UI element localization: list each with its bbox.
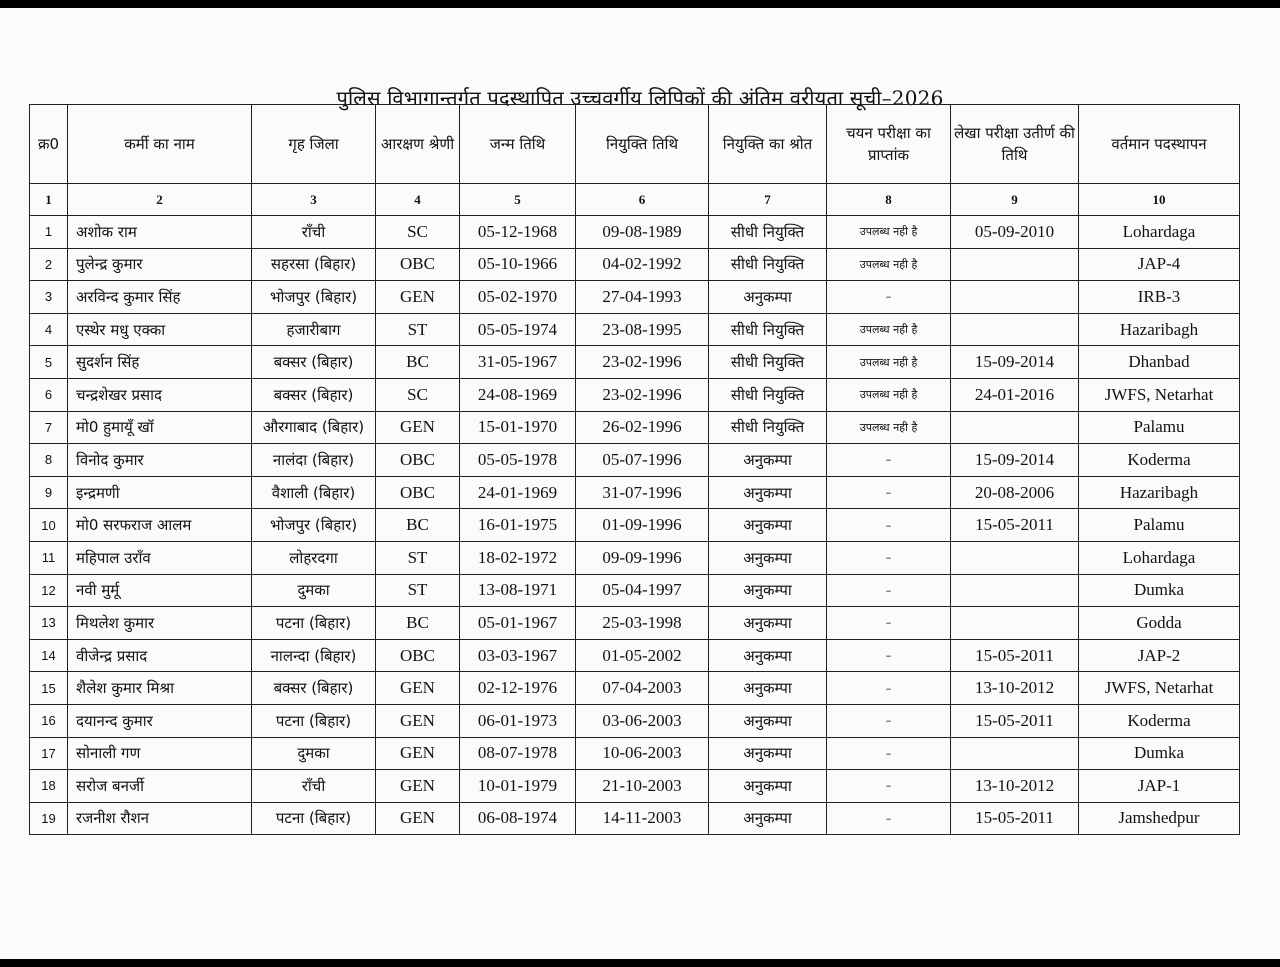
accounts-exam-date-cell <box>951 574 1079 607</box>
appointment-source-cell: अनुकम्पा <box>709 444 827 477</box>
selection-score-cell: – <box>827 444 951 477</box>
selection-score-cell: उपलब्ध नही है <box>827 411 951 444</box>
employee-name-cell: सुदर्शन सिंह <box>68 346 252 379</box>
category-cell: BC <box>376 509 460 542</box>
appointment-source-cell: सीधी नियुक्ति <box>709 346 827 379</box>
serial-cell: 17 <box>30 737 68 770</box>
column-number: 4 <box>376 184 460 216</box>
employee-name-cell: सरोज बनर्जी <box>68 770 252 803</box>
accounts-exam-date-cell: 15-09-2014 <box>951 346 1079 379</box>
current-posting-cell: JWFS, Netarhat <box>1079 672 1240 705</box>
selection-score-cell: – <box>827 541 951 574</box>
column-number: 7 <box>709 184 827 216</box>
category-cell: GEN <box>376 737 460 770</box>
seniority-list-table <box>29 104 1240 835</box>
table-row <box>30 770 1240 803</box>
selection-score-cell: – <box>827 607 951 640</box>
current-posting-cell: JAP-2 <box>1079 639 1240 672</box>
header-employee-name: कर्मी का नाम <box>68 105 252 184</box>
appointment-date-cell: 31-07-1996 <box>576 476 709 509</box>
header-home-district: गृह जिला <box>252 105 376 184</box>
column-number: 8 <box>827 184 951 216</box>
table-row <box>30 216 1240 249</box>
home-district-cell: वैशाली (बिहार) <box>252 476 376 509</box>
appointment-date-cell: 14-11-2003 <box>576 802 709 835</box>
table-row <box>30 444 1240 477</box>
selection-score-cell: – <box>827 737 951 770</box>
home-district-cell: दुमका <box>252 574 376 607</box>
employee-name-cell: एस्थेर मधु एक्का <box>68 313 252 346</box>
appointment-date-cell: 09-09-1996 <box>576 541 709 574</box>
serial-cell: 7 <box>30 411 68 444</box>
category-cell: GEN <box>376 281 460 314</box>
home-district-cell: भोजपुर (बिहार) <box>252 281 376 314</box>
home-district-cell: नालंदा (बिहार) <box>252 444 376 477</box>
appointment-date-cell: 25-03-1998 <box>576 607 709 640</box>
current-posting-cell: Palamu <box>1079 509 1240 542</box>
employee-name-cell: मिथलेश कुमार <box>68 607 252 640</box>
home-district-cell: दुमका <box>252 737 376 770</box>
selection-score-cell: उपलब्ध नही है <box>827 248 951 281</box>
current-posting-cell: Koderma <box>1079 444 1240 477</box>
serial-cell: 12 <box>30 574 68 607</box>
employee-name-cell: वीजेन्द्र प्रसाद <box>68 639 252 672</box>
appointment-date-cell: 05-07-1996 <box>576 444 709 477</box>
appointment-date-cell: 01-09-1996 <box>576 509 709 542</box>
employee-name-cell: महिपाल उराँव <box>68 541 252 574</box>
column-number: 5 <box>460 184 576 216</box>
appointment-date-cell: 23-02-1996 <box>576 346 709 379</box>
appointment-date-cell: 03-06-2003 <box>576 704 709 737</box>
header-accounts-exam-pass-date: लेखा परीक्षा उतीर्ण की तिथि <box>951 105 1079 184</box>
appointment-source-cell: सीधी नियुक्ति <box>709 411 827 444</box>
home-district-cell: राँची <box>252 770 376 803</box>
appointment-date-cell: 01-05-2002 <box>576 639 709 672</box>
home-district-cell: हजारीबाग <box>252 313 376 346</box>
appointment-source-cell: अनुकम्पा <box>709 476 827 509</box>
table-row <box>30 802 1240 835</box>
column-number: 9 <box>951 184 1079 216</box>
birth-date-cell: 05-01-1967 <box>460 607 576 640</box>
table-row <box>30 346 1240 379</box>
header-date-of-birth: जन्म तिथि <box>460 105 576 184</box>
home-district-cell: औरगाबाद (बिहार) <box>252 411 376 444</box>
home-district-cell: नालन्दा (बिहार) <box>252 639 376 672</box>
category-cell: OBC <box>376 476 460 509</box>
appointment-date-cell: 05-04-1997 <box>576 574 709 607</box>
current-posting-cell: Dumka <box>1079 737 1240 770</box>
serial-cell: 11 <box>30 541 68 574</box>
serial-cell: 1 <box>30 216 68 249</box>
appointment-source-cell: अनुकम्पा <box>709 574 827 607</box>
selection-score-cell: – <box>827 704 951 737</box>
home-district-cell: बक्सर (बिहार) <box>252 346 376 379</box>
employee-name-cell: शैलेश कुमार मिश्रा <box>68 672 252 705</box>
current-posting-cell: IRB-3 <box>1079 281 1240 314</box>
birth-date-cell: 05-05-1978 <box>460 444 576 477</box>
category-cell: ST <box>376 541 460 574</box>
table-row <box>30 672 1240 705</box>
current-posting-cell: Lohardaga <box>1079 541 1240 574</box>
birth-date-cell: 18-02-1972 <box>460 541 576 574</box>
selection-score-cell: – <box>827 802 951 835</box>
table-row <box>30 476 1240 509</box>
appointment-source-cell: अनुकम्पा <box>709 704 827 737</box>
accounts-exam-date-cell <box>951 607 1079 640</box>
birth-date-cell: 13-08-1971 <box>460 574 576 607</box>
home-district-cell: राँची <box>252 216 376 249</box>
serial-cell: 14 <box>30 639 68 672</box>
document-title: पुलिस विभागान्तर्गत पदस्थापित उच्चवर्गीय लिपिकों की अंतिम वरीयता सूची–2026 <box>336 86 944 110</box>
category-cell: GEN <box>376 411 460 444</box>
serial-cell: 4 <box>30 313 68 346</box>
category-cell: ST <box>376 313 460 346</box>
accounts-exam-date-cell <box>951 313 1079 346</box>
appointment-source-cell: अनुकम्पा <box>709 281 827 314</box>
header-reservation-category: आरक्षण श्रेणी <box>376 105 460 184</box>
selection-score-cell: उपलब्ध नही है <box>827 378 951 411</box>
appointment-source-cell: सीधी नियुक्ति <box>709 378 827 411</box>
column-number: 6 <box>576 184 709 216</box>
category-cell: GEN <box>376 770 460 803</box>
current-posting-cell: Dumka <box>1079 574 1240 607</box>
current-posting-cell: Koderma <box>1079 704 1240 737</box>
table-row <box>30 281 1240 314</box>
birth-date-cell: 08-07-1978 <box>460 737 576 770</box>
birth-date-cell: 31-05-1967 <box>460 346 576 379</box>
birth-date-cell: 05-02-1970 <box>460 281 576 314</box>
appointment-date-cell: 21-10-2003 <box>576 770 709 803</box>
home-district-cell: पटना (बिहार) <box>252 802 376 835</box>
current-posting-cell: Hazaribagh <box>1079 476 1240 509</box>
appointment-source-cell: सीधी नियुक्ति <box>709 216 827 249</box>
appointment-date-cell: 23-02-1996 <box>576 378 709 411</box>
appointment-date-cell: 09-08-1989 <box>576 216 709 249</box>
serial-cell: 3 <box>30 281 68 314</box>
employee-name-cell: रजनीश रौशन <box>68 802 252 835</box>
appointment-date-cell: 23-08-1995 <box>576 313 709 346</box>
appointment-source-cell: अनुकम्पा <box>709 509 827 542</box>
category-cell: BC <box>376 346 460 379</box>
accounts-exam-date-cell: 24-01-2016 <box>951 378 1079 411</box>
header-serial: क्र0 <box>30 105 68 184</box>
home-district-cell: सहरसा (बिहार) <box>252 248 376 281</box>
serial-cell: 6 <box>30 378 68 411</box>
table-row <box>30 541 1240 574</box>
appointment-date-cell: 26-02-1996 <box>576 411 709 444</box>
birth-date-cell: 05-12-1968 <box>460 216 576 249</box>
category-cell: GEN <box>376 704 460 737</box>
accounts-exam-date-cell: 13-10-2012 <box>951 770 1079 803</box>
header-current-posting: वर्तमान पदस्थापन <box>1079 105 1240 184</box>
accounts-exam-date-cell: 13-10-2012 <box>951 672 1079 705</box>
serial-cell: 15 <box>30 672 68 705</box>
accounts-exam-date-cell <box>951 248 1079 281</box>
birth-date-cell: 06-01-1973 <box>460 704 576 737</box>
home-district-cell: भोजपुर (बिहार) <box>252 509 376 542</box>
appointment-source-cell: अनुकम्पा <box>709 770 827 803</box>
table-row <box>30 737 1240 770</box>
birth-date-cell: 10-01-1979 <box>460 770 576 803</box>
serial-cell: 10 <box>30 509 68 542</box>
table-row <box>30 411 1240 444</box>
appointment-source-cell: अनुकम्पा <box>709 639 827 672</box>
birth-date-cell: 05-10-1966 <box>460 248 576 281</box>
selection-score-cell: उपलब्ध नही है <box>827 313 951 346</box>
appointment-date-cell: 07-04-2003 <box>576 672 709 705</box>
selection-score-cell: – <box>827 672 951 705</box>
birth-date-cell: 16-01-1975 <box>460 509 576 542</box>
appointment-date-cell: 10-06-2003 <box>576 737 709 770</box>
employee-name-cell: मो0 हुमायूँ खॉ <box>68 411 252 444</box>
column-number-row <box>30 184 1240 216</box>
current-posting-cell: Dhanbad <box>1079 346 1240 379</box>
accounts-exam-date-cell: 15-05-2011 <box>951 509 1079 542</box>
appointment-source-cell: अनुकम्पा <box>709 737 827 770</box>
appointment-source-cell: अनुकम्पा <box>709 607 827 640</box>
category-cell: SC <box>376 378 460 411</box>
table-row <box>30 704 1240 737</box>
appointment-source-cell: अनुकम्पा <box>709 802 827 835</box>
serial-cell: 19 <box>30 802 68 835</box>
header-appointment-date: नियुक्ति तिथि <box>576 105 709 184</box>
accounts-exam-date-cell <box>951 541 1079 574</box>
current-posting-cell: Lohardaga <box>1079 216 1240 249</box>
current-posting-cell: Jamshedpur <box>1079 802 1240 835</box>
appointment-source-cell: अनुकम्पा <box>709 672 827 705</box>
serial-cell: 2 <box>30 248 68 281</box>
serial-cell: 9 <box>30 476 68 509</box>
table-body <box>30 216 1240 835</box>
birth-date-cell: 03-03-1967 <box>460 639 576 672</box>
header-selection-exam-score: चयन परीक्षा का प्राप्तांक <box>827 105 951 184</box>
appointment-date-cell: 04-02-1992 <box>576 248 709 281</box>
selection-score-cell: उपलब्ध नही है <box>827 346 951 379</box>
employee-name-cell: विनोद कुमार <box>68 444 252 477</box>
table-row <box>30 639 1240 672</box>
column-number: 10 <box>1079 184 1240 216</box>
selection-score-cell: – <box>827 509 951 542</box>
table-row <box>30 607 1240 640</box>
home-district-cell: पटना (बिहार) <box>252 704 376 737</box>
serial-cell: 13 <box>30 607 68 640</box>
category-cell: BC <box>376 607 460 640</box>
selection-score-cell: – <box>827 770 951 803</box>
appointment-date-cell: 27-04-1993 <box>576 281 709 314</box>
employee-name-cell: मो0 सरफराज आलम <box>68 509 252 542</box>
accounts-exam-date-cell <box>951 737 1079 770</box>
employee-name-cell: चन्द्रशेखर प्रसाद <box>68 378 252 411</box>
home-district-cell: बक्सर (बिहार) <box>252 672 376 705</box>
appointment-source-cell: अनुकम्पा <box>709 541 827 574</box>
selection-score-cell: – <box>827 639 951 672</box>
employee-name-cell: अरविन्द कुमार सिंह <box>68 281 252 314</box>
employee-name-cell: दयानन्द कुमार <box>68 704 252 737</box>
header-row <box>30 105 1240 184</box>
category-cell: ST <box>376 574 460 607</box>
accounts-exam-date-cell: 20-08-2006 <box>951 476 1079 509</box>
column-number: 2 <box>68 184 252 216</box>
current-posting-cell: JAP-4 <box>1079 248 1240 281</box>
birth-date-cell: 06-08-1974 <box>460 802 576 835</box>
category-cell: GEN <box>376 672 460 705</box>
accounts-exam-date-cell: 15-05-2011 <box>951 802 1079 835</box>
current-posting-cell: JWFS, Netarhat <box>1079 378 1240 411</box>
table-row <box>30 248 1240 281</box>
appointment-source-cell: सीधी नियुक्ति <box>709 313 827 346</box>
accounts-exam-date-cell: 15-09-2014 <box>951 444 1079 477</box>
birth-date-cell: 02-12-1976 <box>460 672 576 705</box>
current-posting-cell: Godda <box>1079 607 1240 640</box>
birth-date-cell: 24-08-1969 <box>460 378 576 411</box>
current-posting-cell: Hazaribagh <box>1079 313 1240 346</box>
header-appointment-source: नियुक्ति का श्रोत <box>709 105 827 184</box>
employee-name-cell: अशोक राम <box>68 216 252 249</box>
employee-name-cell: इन्द्रमणी <box>68 476 252 509</box>
accounts-exam-date-cell: 05-09-2010 <box>951 216 1079 249</box>
category-cell: SC <box>376 216 460 249</box>
employee-name-cell: नवी मुर्मू <box>68 574 252 607</box>
table-row <box>30 313 1240 346</box>
table-row <box>30 509 1240 542</box>
category-cell: OBC <box>376 248 460 281</box>
table-row <box>30 378 1240 411</box>
employee-name-cell: पुलेन्द्र कुमार <box>68 248 252 281</box>
table-row <box>30 574 1240 607</box>
accounts-exam-date-cell <box>951 281 1079 314</box>
category-cell: OBC <box>376 444 460 477</box>
column-number: 3 <box>252 184 376 216</box>
selection-score-cell: उपलब्ध नही है <box>827 216 951 249</box>
serial-cell: 8 <box>30 444 68 477</box>
birth-date-cell: 15-01-1970 <box>460 411 576 444</box>
current-posting-cell: Palamu <box>1079 411 1240 444</box>
accounts-exam-date-cell: 15-05-2011 <box>951 639 1079 672</box>
accounts-exam-date-cell: 15-05-2011 <box>951 704 1079 737</box>
column-number: 1 <box>30 184 68 216</box>
serial-cell: 5 <box>30 346 68 379</box>
serial-cell: 18 <box>30 770 68 803</box>
selection-score-cell: – <box>827 574 951 607</box>
birth-date-cell: 24-01-1969 <box>460 476 576 509</box>
appointment-source-cell: सीधी नियुक्ति <box>709 248 827 281</box>
serial-cell: 16 <box>30 704 68 737</box>
current-posting-cell: JAP-1 <box>1079 770 1240 803</box>
category-cell: GEN <box>376 802 460 835</box>
category-cell: OBC <box>376 639 460 672</box>
accounts-exam-date-cell <box>951 411 1079 444</box>
employee-name-cell: सोनाली गण <box>68 737 252 770</box>
selection-score-cell: – <box>827 281 951 314</box>
birth-date-cell: 05-05-1974 <box>460 313 576 346</box>
home-district-cell: बक्सर (बिहार) <box>252 378 376 411</box>
selection-score-cell: – <box>827 476 951 509</box>
home-district-cell: पटना (बिहार) <box>252 607 376 640</box>
home-district-cell: लोहरदगा <box>252 541 376 574</box>
